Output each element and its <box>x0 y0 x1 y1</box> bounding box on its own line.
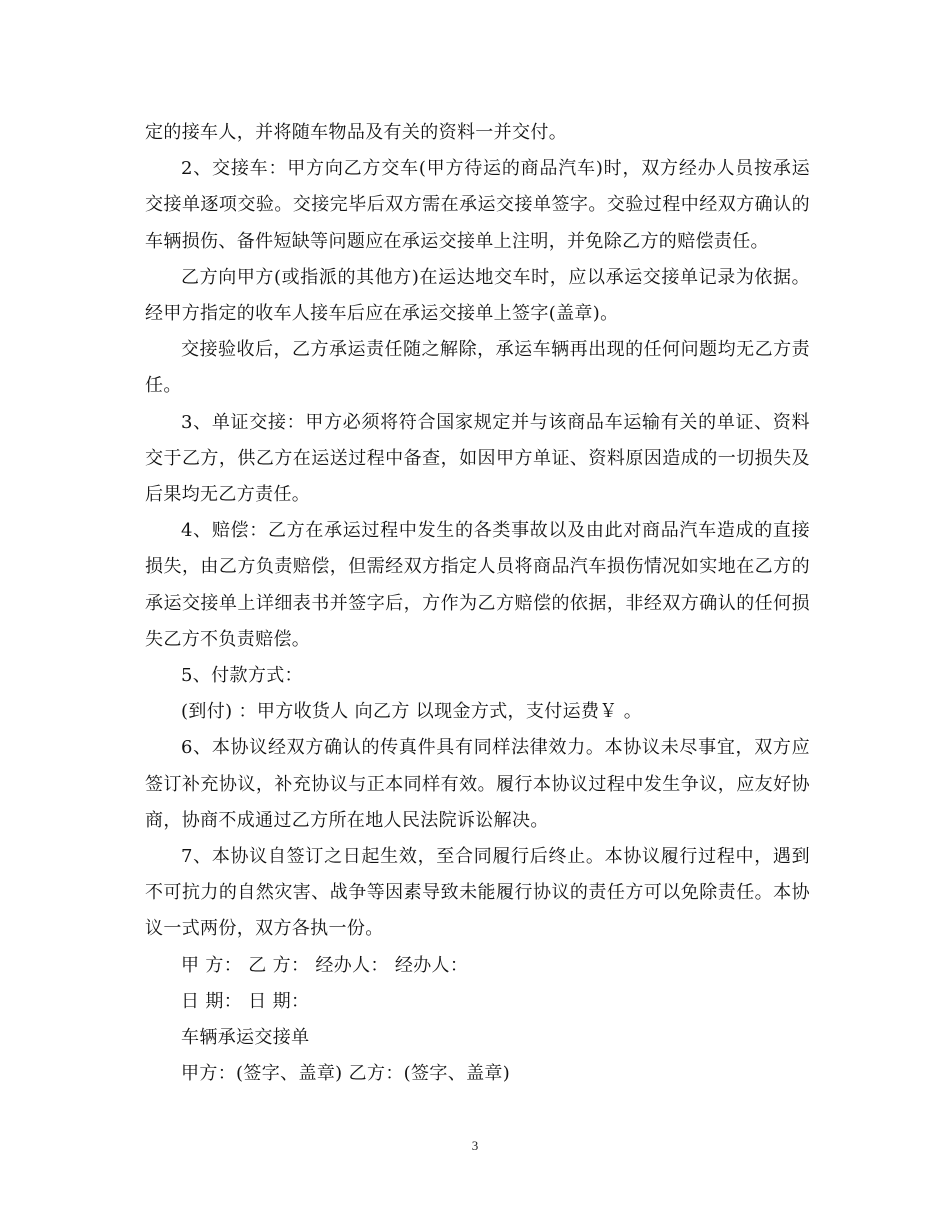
paragraph-clause-7: 7、本协议自签订之日起生效，至合同履行后终止。本协议履行过程中，遇到不可抗力的自然灾害、战争等因素导致未能履行协议的责任方可以免除责任。本协议一式两份，双方各执一份。 <box>145 846 810 940</box>
paragraph-clause-5: 5、付款方式： <box>181 665 303 687</box>
paragraph-delivery-basis: 乙方向甲方(或指派的其他方)在运达地交车时，应以承运交接单记录为依据。经甲方指定的收车人接车后应在承运交接单上签字(盖章)。 <box>145 266 810 325</box>
form-signature-line: 甲方：(签字、盖章) 乙方：(签字、盖章) <box>181 1063 511 1085</box>
document-body <box>145 115 810 1092</box>
form-title: 车辆承运交接单 <box>181 1027 310 1049</box>
paragraph-payment: (到付) ：甲方收货人 向乙方 以现金方式，支付运费￥ 。 <box>181 701 643 723</box>
paragraph-clause-6: 6、本协议经双方确认的传真件具有同样法律效力。本协议未尽事宜，双方应签订补充协议，补充协议与正本同样有效。履行本协议过程中发生争议，应友好协商，协商不成通过乙方所在地人民法院诉讼解决。 <box>145 737 810 831</box>
signature-date-line: 日 期： 日 期： <box>181 990 310 1012</box>
paragraph-clause-2: 2、交接车：甲方向乙方交车(甲方待运的商品汽车)时，双方经办人员按承运交接单逐项交验。交接完毕后双方需在承运交接单签字。交验过程中经双方确认的车辆损伤、备件短缺等问题应在承运交接单上注明，并免除乙方的赔偿责任。 <box>145 158 810 252</box>
paragraph-continuation: 定的接车人，并将随车物品及有关的资料一并交付。 <box>145 122 568 143</box>
paragraph-clause-4: 4、赔偿：乙方在承运过程中发生的各类事故以及由此对商品汽车造成的直接损失，由乙方负责赔偿，但需经双方指定人员将商品汽车损伤情况如实地在乙方的承运交接单上详细表书并签字后，方作为乙方赔偿的依据，非经双方确认的任何损失乙方不负责赔偿。 <box>145 520 810 650</box>
paragraph-clause-3: 3、单证交接：甲方必须将符合国家规定并与该商品车运输有关的单证、资料交于乙方，供乙方在运送过程中备查，如因甲方单证、资料原因造成的一切损失及后果均无乙方责任。 <box>145 411 810 506</box>
paragraph-liability-release: 交接验收后，乙方承运责任随之解除，承运车辆再出现的任何问题均无乙方责任。 <box>145 339 810 397</box>
signature-parties-line: 甲 方： 乙 方： 经办人： 经办人： <box>181 954 469 976</box>
page-number: 3 <box>471 1138 479 1153</box>
